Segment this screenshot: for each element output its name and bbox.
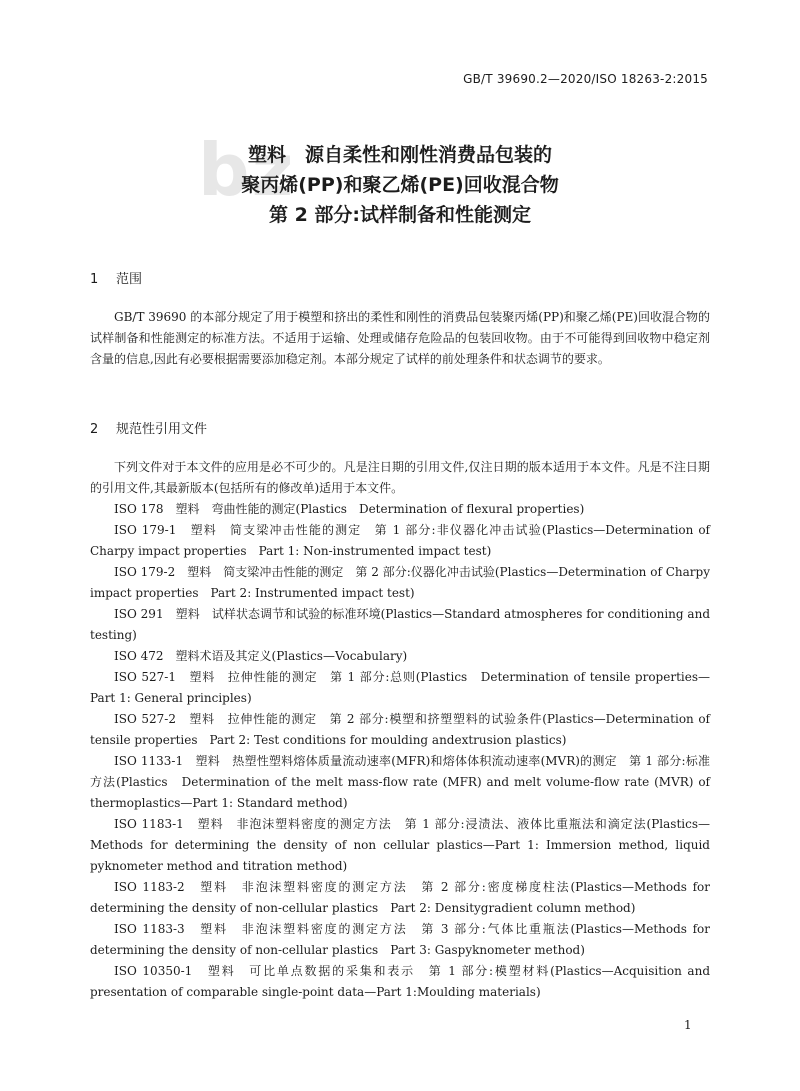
reference-item: ISO 178 塑料 弯曲性能的测定(Plastics Determination of flexural properties) <box>114 502 585 516</box>
intro-paragraph: 下列文件对于本文件的应用是必不可少的。凡是注日期的引用文件,仅注日期的版本适用于本文件。凡是不注日期的引用文件,其最新版本(包括所有的修改单)适用于本文件。 <box>90 460 710 495</box>
title-line-2: 聚丙烯(PP)和聚乙烯(PE)回收混合物 <box>241 174 559 196</box>
section-2-intro <box>90 457 710 499</box>
reference-item: ISO 1183-3 塑料 非泡沫塑料密度的测定方法 第 3 部分:气体比重瓶法(Plastics—Methods for determining the density of non-cellular plastics Part 3: Gaspyknometer method) <box>90 922 710 957</box>
reference-item: ISO 291 塑料 试样状态调节和试验的标准环境(Plastics—Standard atmospheres for conditioning and testing) <box>90 607 710 642</box>
standard-number: GB/T 39690.2—2020/ISO 18263-2:2015 <box>463 72 708 86</box>
section-2-heading <box>90 418 207 437</box>
reference-item: ISO 10350-1 塑料 可比单点数据的采集和表示 第 1 部分:模塑材料(Plastics—Acquisition and presentation of comparable single-point data—Part 1:Moulding materials) <box>90 964 710 999</box>
section-number: 2 <box>90 422 99 437</box>
reference-item: ISO 472 塑料术语及其定义(Plastics—Vocabulary) <box>114 649 408 663</box>
reference-item: ISO 527-1 塑料 拉伸性能的测定 第 1 部分:总则(Plastics Determination of tensile properties—Part 1: General principles) <box>90 670 710 705</box>
title-line-3: 第 2 部分:试样制备和性能测定 <box>268 204 532 226</box>
section-title: 规范性引用文件 <box>116 422 208 437</box>
section-1-heading <box>90 268 142 287</box>
section-title: 范围 <box>116 272 143 287</box>
scope-paragraph: GB/T 39690 的本部分规定了用于模塑和挤出的柔性和刚性的消费品包装聚丙烯(PP)和聚乙烯(PE)回收混合物的试样制备和性能测定的标准方法。不适用于运输、处理或储存危险品的包装回收物。由于不可能得到回收物中稳定剂含量的信息,因此有必要根据需要添加稳定剂。本部分规定了试样的前处理条件和状态调节的要求。 <box>90 310 710 366</box>
reference-item: ISO 1183-1 塑料 非泡沫塑料密度的测定方法 第 1 部分:浸渍法、液体比重瓶法和滴定法(Plastics—Methods for determining the density of non cellular plastics—Part 1: Immersion method, liquid pyknometer method and titration method) <box>90 817 710 873</box>
title-line-1: 塑料 源自柔性和刚性消费品包装的 <box>247 144 552 166</box>
reference-item: ISO 527-2 塑料 拉伸性能的测定 第 2 部分:模塑和挤塑塑料的试验条件(Plastics—Determination of tensile properties Part 2: Test conditions for moulding andextrusion plastics) <box>90 712 710 747</box>
reference-item: ISO 1183-2 塑料 非泡沫塑料密度的测定方法 第 2 部分:密度梯度柱法(Plastics—Methods for determining the density of non-cellular plastics Part 2: Densitygradient column method) <box>90 880 710 915</box>
reference-item: ISO 1133-1 塑料 热塑性塑料熔体质量流动速率(MFR)和熔体体积流动速率(MVR)的测定 第 1 部分:标准方法(Plastics Determination of the melt mass-flow rate (MFR) and melt volume-flow rate (MVR) of thermoplastics—Part 1: Standard method) <box>90 754 710 810</box>
section-1-body <box>90 307 710 370</box>
document-title <box>0 140 800 230</box>
watermark-logo: bz <box>198 128 296 212</box>
reference-list <box>90 499 710 1003</box>
reference-item: ISO 179-1 塑料 简支梁冲击性能的测定 第 1 部分:非仪器化冲击试验(Plastics—Determination of Charpy impact properties Part 1: Non-instrumented impact test) <box>90 523 710 558</box>
reference-item: ISO 179-2 塑料 简支梁冲击性能的测定 第 2 部分:仪器化冲击试验(Plastics—Determination of Charpy impact properties Part 2: Instrumented impact test) <box>90 565 710 600</box>
page-number: 1 <box>684 1018 692 1032</box>
section-number: 1 <box>90 272 99 287</box>
